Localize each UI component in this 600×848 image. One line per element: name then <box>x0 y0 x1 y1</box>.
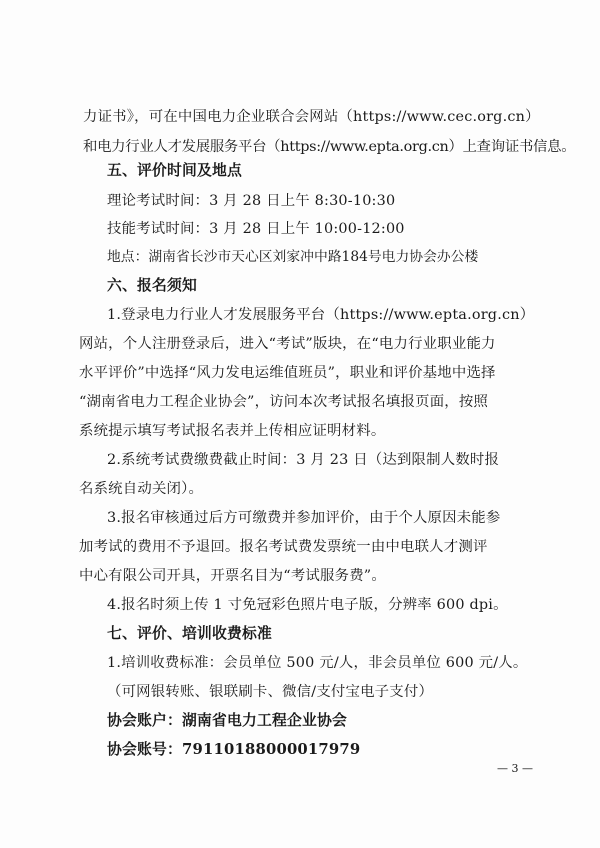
theory-exam-time: 理论考试时间：3 月 28 日上午 8:30-10:30 <box>107 193 396 209</box>
page-number: — 3 — <box>497 762 533 775</box>
body-text-line: 水平评价”中选择“风力发电运维值班员”，职业和评价基地中选择 <box>79 365 496 381</box>
body-text-line: 3.报名审核通过后方可缴费并参加评价，由于个人原因未能参 <box>107 510 501 526</box>
section-heading-fees: 七、评价、培训收费标准 <box>107 625 272 642</box>
body-text-line: 1.登录电力行业人才发展服务平台（https://www.epta.org.cn） <box>107 307 535 323</box>
skill-exam-time: 技能考试时间：3 月 28 日上午 10:00-12:00 <box>107 221 405 237</box>
body-text-line: 系统提示填写考试报名表并上传相应证明材料。 <box>79 423 386 439</box>
body-text-line: 中心有限公司开具，开票名目为“考试服务费”。 <box>79 568 386 584</box>
training-fee-standard: 1.培训收费标准：会员单位 500 元/人，非会员单位 600 元/人。 <box>107 655 528 671</box>
body-text-line: 名系统自动关闭）。 <box>79 481 204 497</box>
body-text-line: 和电力行业人才发展服务平台（https://www.epta.org.cn）上查询证书信息。 <box>83 139 576 155</box>
payment-methods: （可网银转账、银联刷卡、微信/支付宝电子支付） <box>107 684 434 700</box>
body-text-line: 2.系统考试费缴费截止时间：3 月 23 日（达到限制人数时报 <box>107 452 500 468</box>
body-text-line: 4.报名时须上传 1 寸免冠彩色照片电子版，分辨率 600 dpi。 <box>107 597 508 613</box>
association-account-number: 协会账号：79110188000017979 <box>107 741 361 758</box>
body-text-line: “湖南省电力工程企业协会”，访问本次考试报名填报页面，按照 <box>79 394 489 410</box>
body-text-line: 网站，个人注册登录后，进入“考试”版块，在“电力行业职业能力 <box>79 336 496 352</box>
body-text-line: 加考试的费用不予退回。报名考试费发票统一由中电联人才测评 <box>79 539 488 555</box>
association-account-name: 协会账户：湖南省电力工程企业协会 <box>107 712 347 729</box>
body-text-line: 力证书》，可在中国电力企业联合会网站（https://www.cec.org.cn） <box>83 109 540 125</box>
section-heading-time-location: 五、评价时间及地点 <box>107 162 242 179</box>
section-heading-registration: 六、报名须知 <box>107 277 197 294</box>
exam-location: 地点：湖南省长沙市天心区刘家冲中路184号电力协会办公楼 <box>107 249 479 265</box>
